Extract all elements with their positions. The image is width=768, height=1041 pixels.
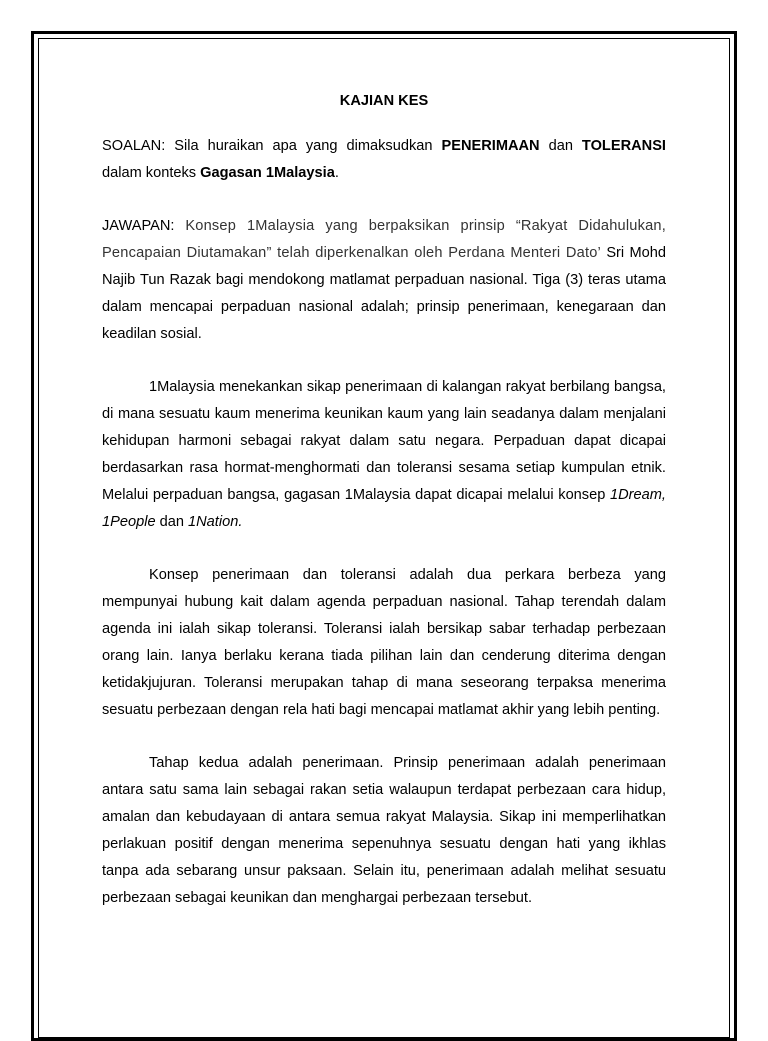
question-paragraph xyxy=(102,133,666,187)
document-title: KAJIAN KES xyxy=(339,93,429,109)
question-label: SOALAN: xyxy=(102,138,166,154)
paragraph-text: dan xyxy=(155,514,189,530)
term-penerimaan: PENERIMAAN xyxy=(441,138,540,154)
question-text: . xyxy=(334,165,339,181)
question-text: Sila huraikan apa yang dimaksudkan xyxy=(165,138,442,154)
answer-text: Sri Mohd Najib Tun Razak bagi mendokong matlamat perpaduan nasional. Tiga (3) teras utama dalam mencapai perpaduan nasional adalah; prinsip penerimaan, kenegaraan dan keadilan sosial. xyxy=(102,245,666,342)
body-paragraph-1malaysia xyxy=(102,374,666,536)
concept-nation: 1Nation. xyxy=(188,514,243,530)
paragraph-text: 1Malaysia menekankan sikap penerimaan di kalangan rakyat berbilang bangsa, di mana sesuatu kaum menerima keunikan kaum yang lain seadanya dalam menjalani kehidupan harmoni sebagai rakyat dalam satu negara. Perpaduan dapat dicapai berdasarkan rasa hormat-menghormati dan toleransi sesama setiap kumpulan etnik. Melalui perpaduan bangsa, gagasan 1Malaysia dapat dicapai melalui konsep xyxy=(102,379,666,503)
term-toleransi: TOLERANSI xyxy=(581,138,666,154)
body-paragraph-penerimaan: Tahap kedua adalah penerimaan. Prinsip penerimaan adalah penerimaan antara satu sama lain sebagai rakan setia walaupun terdapat perbezaan cara hidup, amalan dan kebudayaan di antara semua rakyat Malaysia. Sikap ini memperlihatkan perlakuan positif dengan menerima sepenuhnya sesuatu dengan hati yang ikhlas tanpa ada sebarang unsur paksaan. Selain itu, penerimaan adalah melihat sesuatu perbezaan sebagai keunikan dan menghargai perbezaan tersebut. xyxy=(102,755,666,906)
answer-text-intro: Konsep 1Malaysia yang berpaksikan prinsip “Rakyat Didahulukan, Pencapaian Diutamakan” telah diperkenalkan oleh Perdana Menteri Dato’ xyxy=(102,218,666,261)
document-body xyxy=(102,88,666,938)
answer-label: JAWAPAN: xyxy=(102,218,175,234)
term-gagasan: Gagasan 1Malaysia xyxy=(200,165,335,181)
answer-paragraph xyxy=(102,213,666,348)
concept-dream-people: 1Dream, 1People xyxy=(102,487,666,530)
question-text: dan xyxy=(539,138,582,154)
body-paragraph-toleransi: Konsep penerimaan dan toleransi adalah dua perkara berbeza yang mempunyai hubung kait dalam agenda perpaduan nasional. Tahap terendah dalam agenda ini ialah sikap toleransi. Toleransi ialah bersikap sabar terhadap perbezaan orang lain. Ianya berlaku kerana tiada pilihan lain dan cenderung diterima dengan ketidakjujuran. Toleransi merupakan tahap di mana seseorang terpaksa menerima sesuatu perbezaan dengan rela hati bagi mencapai matlamat akhir yang lebih penting. xyxy=(102,567,666,718)
question-text: dalam konteks xyxy=(102,165,201,181)
